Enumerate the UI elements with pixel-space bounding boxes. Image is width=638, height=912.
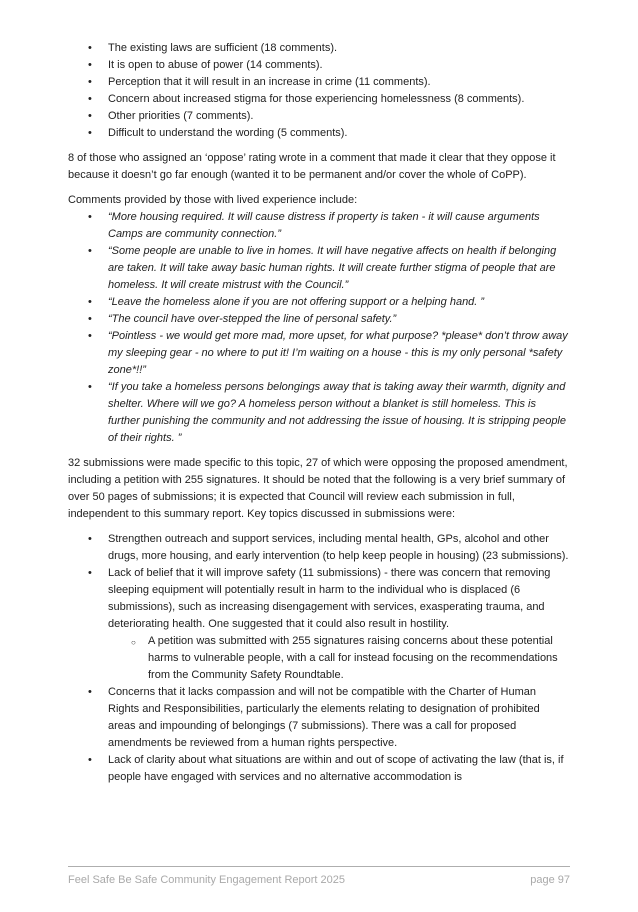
- page-footer: [68, 866, 570, 888]
- quote-item: • “The council have over-stepped the line of personal safety.”: [108, 311, 570, 328]
- key-topic-item-text: Lack of clarity about what situations are within and out of scope of activating the law (that is, if people have engaged with services and no alternative accommodation is: [108, 754, 564, 783]
- footer-page-number: page 97: [530, 874, 570, 886]
- quote-item: • “Some people are unable to live in homes. It will have negative affects on health if belonging are taken. It will take away basic human rights. It will create further stigma of people that are homeless. It will create mistrust with the Council.”: [108, 243, 570, 294]
- oppose-theme-item: • Other priorities (7 comments).: [108, 108, 570, 125]
- key-topic-item: [108, 684, 570, 752]
- sub-list-item: ○ A petition was submitted with 255 signatures raising concerns about these potential harms to vulnerable people, with a call for instead focusing on the recommendations from the Community Safety Roundtable.: [148, 633, 570, 684]
- oppose-theme-item: • The existing laws are sufficient (18 comments).: [108, 40, 570, 57]
- oppose-theme-item: • Concern about increased stigma for those experiencing homelessness (8 comments).: [108, 91, 570, 108]
- oppose-theme-item: • Difficult to understand the wording (5 comments).: [108, 125, 570, 142]
- key-topic-item: [108, 565, 570, 684]
- sub-list: [108, 633, 570, 684]
- submissions-paragraph: 32 submissions were made specific to this topic, 27 of which were opposing the proposed amendment, including a petition with 255 signatures. It should be noted that the following is a very brief summary of over 50 pages of submissions; it is expected that Council will review each submission in full, independent to this summary report. Key topics discussed in submissions were:: [68, 457, 568, 520]
- key-topic-item: [108, 531, 570, 565]
- footer-report-title: Feel Safe Be Safe Community Engagement Report 2025: [68, 874, 345, 886]
- oppose-paragraph: 8 of those who assigned an ‘oppose’ rating wrote in a comment that made it clear that they oppose it because it doesn’t go far enough (wanted it to be permanent and/or cover the whole of CoPP).: [68, 152, 556, 181]
- quote-item: • “More housing required. It will cause distress if property is taken - it will cause arguments Camps are community connection.”: [108, 209, 570, 243]
- quote-item: • “Pointless - we would get more mad, more upset, for what purpose? *please* don’t throw away my sleeping gear - no where to put it! I’m waiting on a house - this is my only personal *safety zone*!!”: [108, 328, 570, 379]
- oppose-theme-item: • Perception that it will result in an increase in crime (11 comments).: [108, 74, 570, 91]
- quote-item: • “Leave the homeless alone if you are not offering support or a helping hand. ”: [108, 294, 570, 311]
- quote-item: • “If you take a homeless persons belongings away that is taking away their warmth, dignity and shelter. Where will we go? A homeless person without a blanket is still homeless. This is further punishing the community and not addressing the issue of housing. It is stripping people of their rights. ”: [108, 379, 570, 447]
- oppose-themes-list: [68, 40, 570, 142]
- key-topic-item-text: Lack of belief that it will improve safety (11 submissions) - there was concern that removing sleeping equipment will potentially result in harm to the individual who is displaced (6 submissions), such as increasing disengagement with services, exasperating trauma, and deteriorating health. One suggested that it could also result in hostility.: [108, 567, 551, 630]
- lived-experience-quotes-list: [68, 209, 570, 447]
- key-topic-item-text: Concerns that it lacks compassion and will not be compatible with the Charter of Human Rights and Responsibilities, particularly the elements relating to designation of prohibited areas and impounding of belongings (7 submissions). There was a call for proposed amendments be reviewed from a human rights perspective.: [108, 686, 540, 749]
- key-topic-item-text: Strengthen outreach and support services, including mental health, GPs, alcohol and other drugs, more housing, and early intervention (to help keep people in housing) (23 submissions).: [108, 533, 569, 562]
- lived-experience-intro: Comments provided by those with lived experience include:: [68, 194, 358, 206]
- oppose-theme-item: • It is open to abuse of power (14 comments).: [108, 57, 570, 74]
- key-topics-list: [68, 531, 570, 786]
- key-topic-item: [108, 752, 570, 786]
